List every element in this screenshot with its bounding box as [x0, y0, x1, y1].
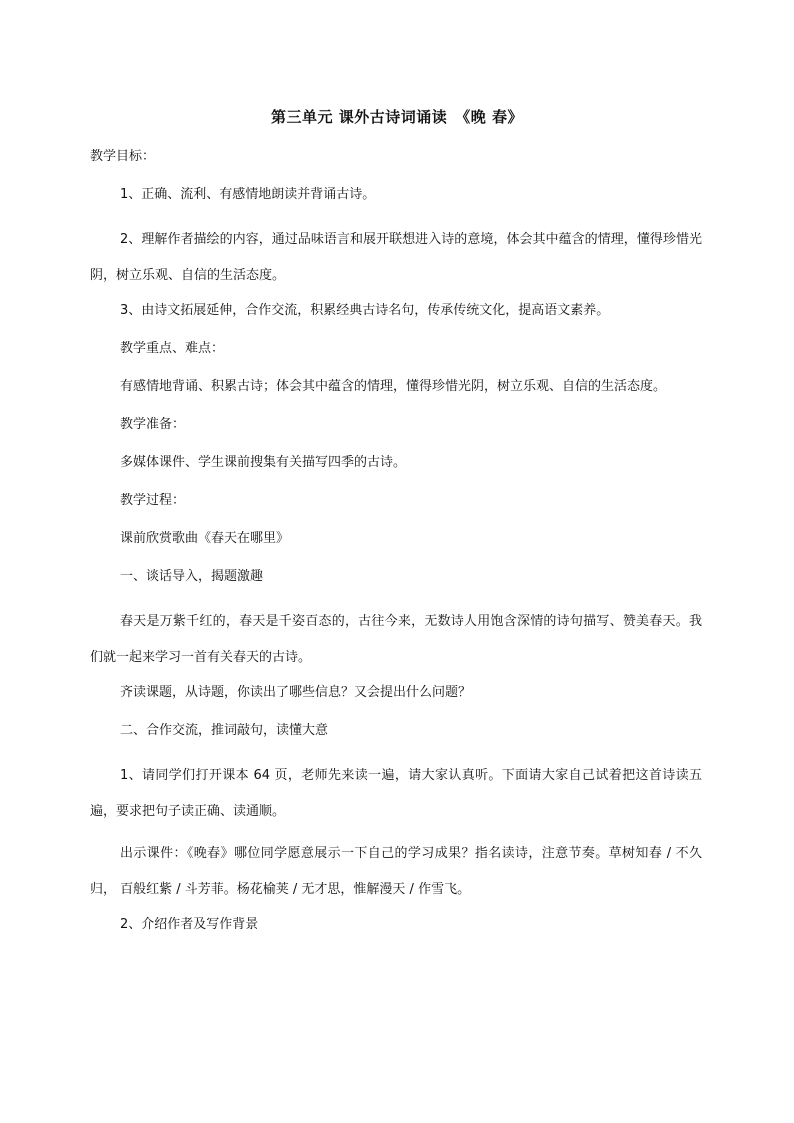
- step-2-item-1: 1、请同学们打开课本 64 页，老师先来读一遍，请大家认真听。下面请大家自己试着把这首诗读五遍，要求把句子读正确、读通顺。: [90, 768, 702, 819]
- step-2-courseware: 出示课件：《晚春》哪位同学愿意展示一下自己的学习成果？指名读诗，注意节奏。草树知春 / 不久归， 百般红紫 / 斗芳菲。杨花榆荚 / 无才思，惟解漫天 / 作雪飞。: [90, 846, 702, 897]
- section-heading-process: 教学过程：: [120, 493, 186, 508]
- section-heading-preparation: 教学准备：: [120, 417, 186, 432]
- step-1-question: 齐读课题，从诗题，你读出了哪些信息？又会提出什么问题？: [120, 685, 472, 700]
- pre-class-song: 课前欣赏歌曲《春天在哪里》: [120, 531, 290, 546]
- preparation-text: 多媒体课件、学生课前搜集有关描写四季的古诗。: [120, 455, 407, 470]
- key-points-text: 有感情地背诵、积累古诗；体会其中蕴含的情理，懂得珍惜光阴，树立乐观、自信的生活态度。: [120, 379, 667, 394]
- section-heading-objectives: 教学目标：: [90, 149, 156, 164]
- document-body: [90, 146, 702, 952]
- document-title: 第三单元 课外古诗词诵读 《晚 春》: [271, 108, 523, 126]
- objective-1: 1、正确、流利、有感情地朗读并背诵古诗。: [120, 187, 376, 202]
- step-2-item-2: 2、介绍作者及写作背景: [120, 917, 259, 932]
- objective-2: 2、理解作者描绘的内容，通过品味语言和展开联想进入诗的意境，体会其中蕴含的情理，懂得珍惜光阴，树立乐观、自信的生活态度。: [90, 232, 702, 283]
- step-1-text: 春天是万紫千红的，春天是千姿百态的，古往今来，无数诗人用饱含深情的诗句描写、赞美春天。我们就一起来学习一首有关春天的古诗。: [90, 614, 702, 665]
- step-2-heading: 二、合作交流，推词敲句，读懂大意: [120, 723, 329, 738]
- section-heading-key-points: 教学重点、难点：: [120, 341, 225, 356]
- objective-3: 3、由诗文拓展延伸，合作交流，积累经典古诗名句，传承传统文化，提高语文素养。: [120, 303, 610, 318]
- step-1-heading: 一、谈话导入，揭题激趣: [120, 569, 264, 584]
